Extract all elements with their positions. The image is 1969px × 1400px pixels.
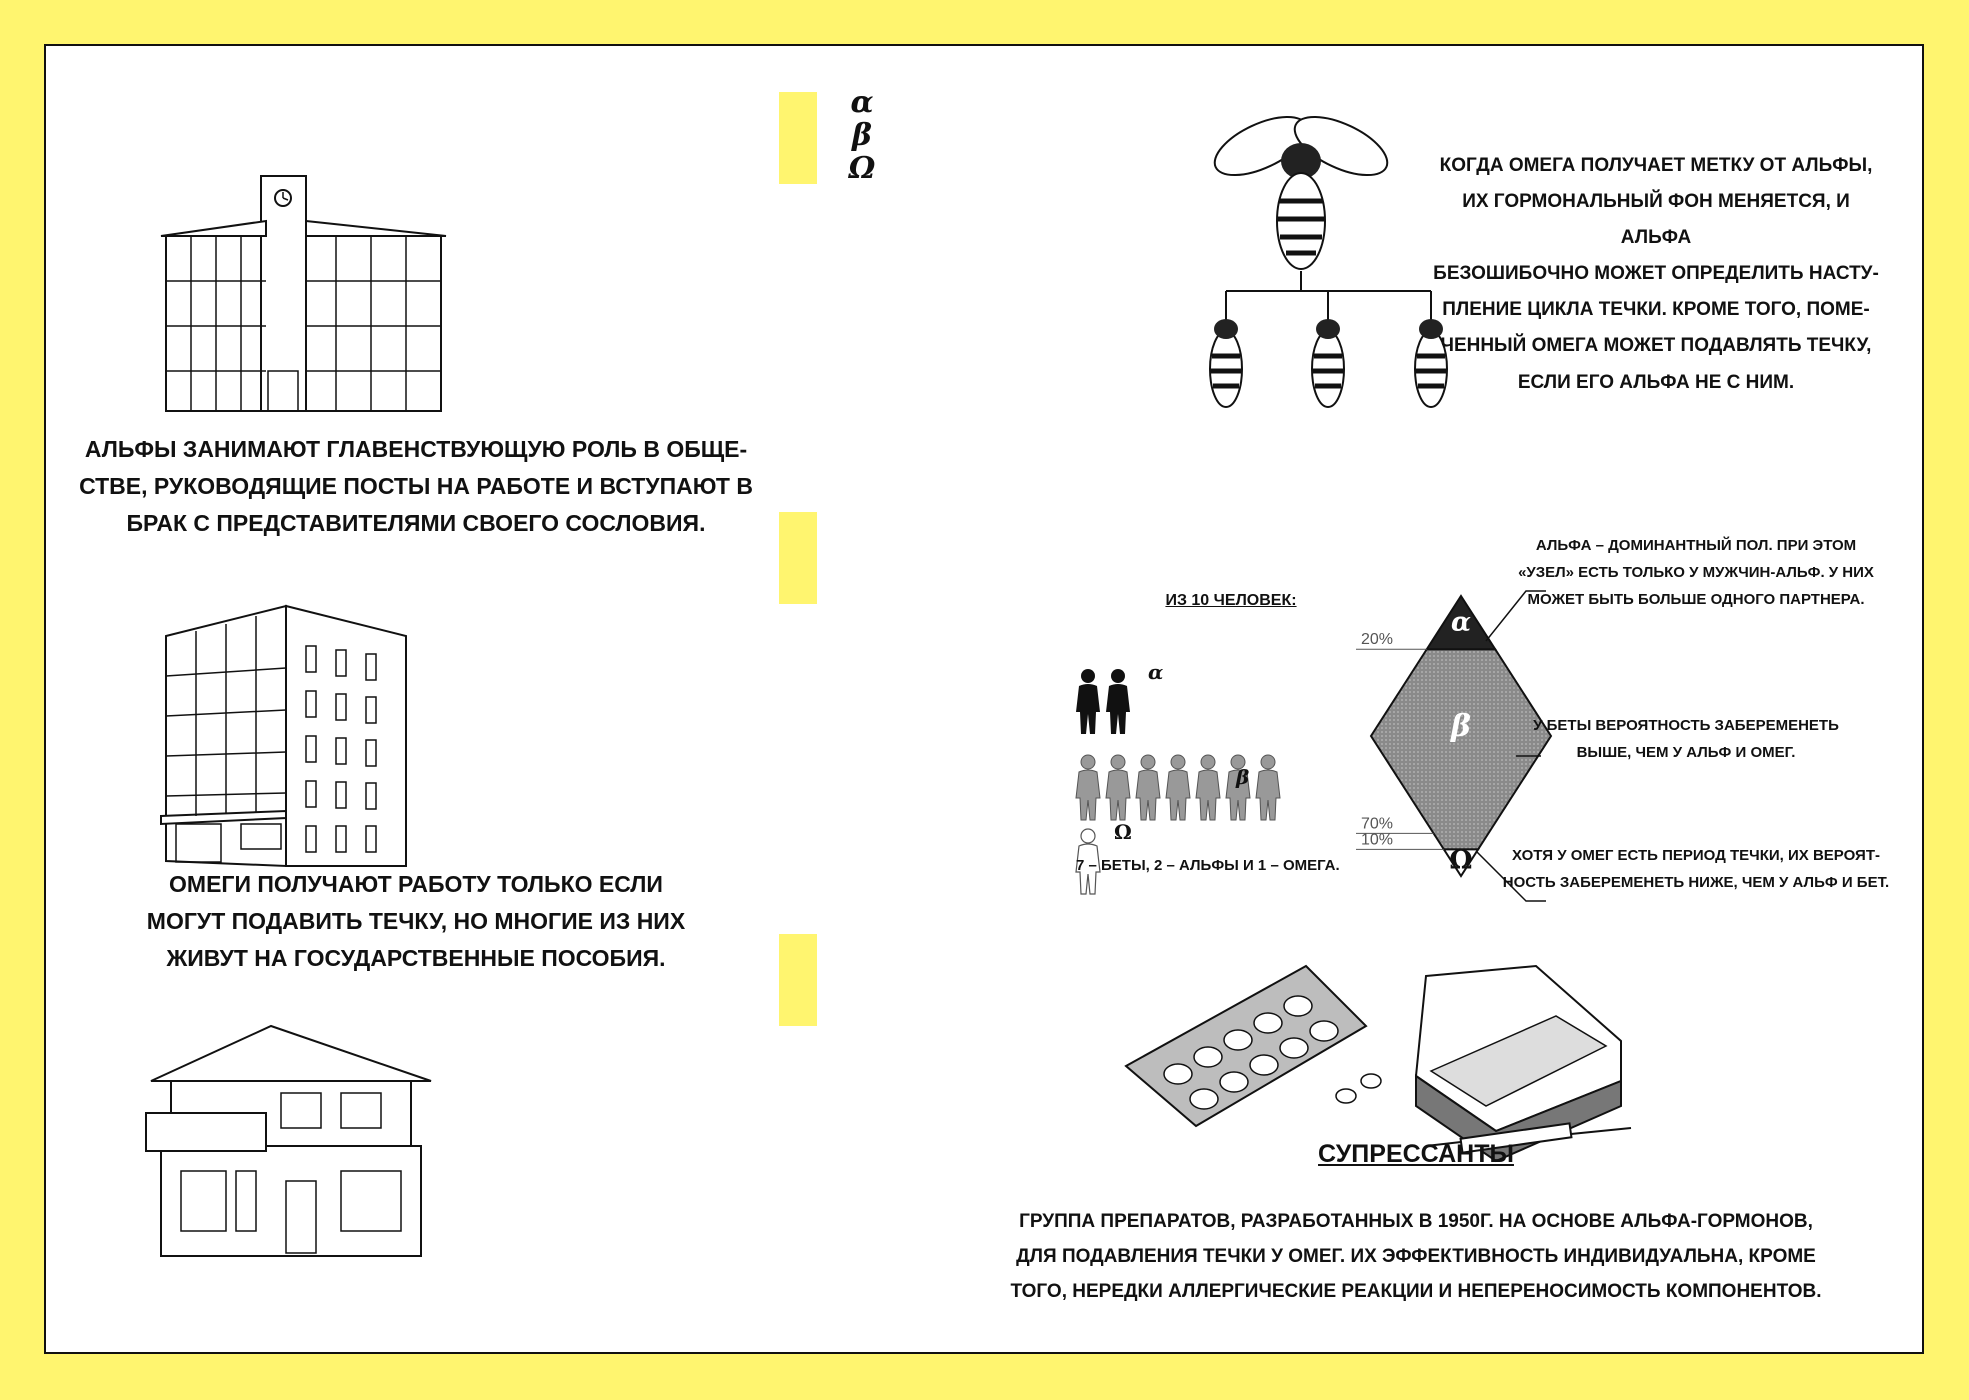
alphas-text [66, 431, 766, 541]
suppressants-title: СУПРЕССАНТЫ [1318, 1140, 1514, 1168]
page [44, 44, 1924, 1354]
suppressants-text [966, 1204, 1866, 1309]
diamond-percent-label-2: 10% [1361, 831, 1394, 849]
population-alpha-symbol: α [1148, 660, 1164, 684]
annotation-beta-line-2: ВЫШЕ, ЧЕМ У АЛЬФ И ОМЕГ. [1576, 744, 1796, 761]
bees-text-line-3: БЕЗОШИБОЧНО МОЖЕТ ОПРЕДЕЛИТЬ НАСТУ- [1433, 263, 1879, 285]
diamond-symbol-0: α [1450, 607, 1472, 638]
alphas-text-line-1: АЛЬФЫ ЗАНИМАЮТ ГЛАВЕНСТВУЮЩУЮ РОЛЬ В ОБЩЕ- [84, 436, 748, 462]
bees-text-line-1: КОГДА ОМЕГА ПОЛУЧАЕТ МЕТКУ ОТ АЛЬФЫ, [1439, 155, 1873, 176]
diamond-symbol-1: β [1451, 709, 1471, 744]
omegas-text-line-1: ОМЕГИ ПОЛУЧАЮТ РАБОТУ ТОЛЬКО ЕСЛИ [169, 871, 663, 897]
marker-top [779, 92, 817, 184]
alpha-person-icon-2 [1106, 669, 1130, 734]
beta-person-icon-2 [1106, 755, 1130, 820]
diamond-percent-label-0: 20% [1361, 631, 1394, 649]
bees-text-line-6: ЕСЛИ ЕГО АЛЬФА НЕ С НИМ. [1517, 371, 1795, 393]
greek-omega: Ω [848, 151, 876, 186]
omegas-text-line-2: МОГУТ ПОДАВИТЬ ТЕЧКУ, НО МНОГИЕ ИЗ НИХ [146, 907, 686, 934]
alphas-text-line-3: БРАК С ПРЕДСТАВИТЕЛЯМИ СВОЕГО СОСЛОВИЯ. [126, 509, 706, 536]
bees-text-line-5: ЧЕННЫЙ ОМЕГА МОЖЕТ ПОДАВЛЯТЬ ТЕЧКУ, [1440, 335, 1872, 357]
suppressant-pills-icon [1086, 956, 1386, 1156]
population-beta-symbol: β [1236, 765, 1250, 789]
marker-middle [779, 512, 817, 604]
queen-bee-icon [1206, 105, 1395, 269]
beta-person-icon-4 [1166, 755, 1190, 820]
population-summary: 7 – БЕТЫ, 2 – АЛЬФЫ И 1 – ОМЕГА. [1076, 857, 1340, 874]
alpha-person-icon-1 [1076, 669, 1100, 734]
omegas-text [66, 866, 766, 976]
bees-text-line-2: ИХ ГОРМОНАЛЬНЫЙ ФОН МЕНЯЕТСЯ, И АЛЬФА [1462, 191, 1850, 249]
office-building-icon [156, 176, 456, 436]
house-icon [141, 1021, 441, 1281]
annotation-alpha-line-1: АЛЬФА – ДОМИНАНТНЫЙ ПОЛ. ПРИ ЭТОМ [1535, 537, 1857, 554]
suppressants-text-line-1: ГРУППА ПРЕПАРАТОВ, РАЗРАБОТАННЫХ В 1950Г. НА ОСНОВЕ АЛЬФА-ГОРМОНОВ, [1019, 1211, 1813, 1232]
population-heading: ИЗ 10 ЧЕЛОВЕК: [1165, 592, 1297, 609]
annotation-beta [1486, 712, 1886, 766]
annotation-omega-line-1: ХОТЯ У ОМЕГ ЕСТЬ ПЕРИОД ТЕЧКИ, ИХ ВЕРОЯТ- [1512, 847, 1880, 864]
omegas-text-line-3: ЖИВУТ НА ГОСУДАРСТВЕННЫЕ ПОСОБИЯ. [166, 944, 666, 971]
beta-person-icon-5 [1196, 755, 1220, 820]
bees-text [1426, 148, 1886, 401]
apartment-building-icon [156, 586, 416, 876]
annotation-omega-line-2: НОСТЬ ЗАБЕРЕМЕНЕТЬ НИЖЕ, ЧЕМ У АЛЬФ И БЕТ. [1502, 874, 1890, 891]
annotation-alpha [1466, 532, 1926, 613]
population-omega-symbol: Ω [1114, 820, 1132, 844]
greek-beta: β [852, 118, 872, 153]
beta-person-icon-3 [1136, 755, 1160, 820]
worker-bee-icon-1 [1210, 319, 1242, 407]
alphas-text-line-2: СТВЕ, РУКОВОДЯЩИЕ ПОСТЫ НА РАБОТЕ И ВСТУПАЮТ В [79, 472, 753, 499]
annotation-omega [1486, 842, 1906, 896]
greek-stack [842, 86, 882, 185]
marker-bottom [779, 934, 817, 1026]
annotation-beta-line-1: У БЕТЫ ВЕРОЯТНОСТЬ ЗАБЕРЕМЕНЕТЬ [1533, 717, 1839, 734]
suppressants-text-line-2: ДЛЯ ПОДАВЛЕНИЯ ТЕЧКИ У ОМЕГ. ИХ ЭФФЕКТИВНОСТЬ ИНДИВИДУАЛЬНА, КРОМЕ [1016, 1246, 1816, 1268]
annotation-alpha-line-2: «УЗЕЛ» ЕСТЬ ТОЛЬКО У МУЖЧИН-АЛЬФ. У НИХ [1518, 564, 1874, 581]
beta-person-icon-1 [1076, 755, 1100, 820]
suppressants-text-line-3: ТОГО, НЕРЕДКИ АЛЛЕРГИЧЕСКИЕ РЕАКЦИИ И НЕПЕРЕНОСИМОСТЬ КОМПОНЕНТОВ. [1010, 1281, 1822, 1303]
greek-alpha: α [850, 85, 874, 120]
diamond-symbol-2: Ω [1449, 845, 1473, 876]
worker-bee-icon-2 [1312, 319, 1344, 407]
bees-text-line-4: ПЛЕНИЕ ЦИКЛА ТЕЧКИ. КРОМЕ ТОГО, ПОМЕ- [1442, 299, 1870, 321]
diamond-percent-label-1: 70% [1361, 815, 1394, 833]
annotation-alpha-line-3: МОЖЕТ БЫТЬ БОЛЬШЕ ОДНОГО ПАРТНЕРА. [1527, 591, 1865, 608]
